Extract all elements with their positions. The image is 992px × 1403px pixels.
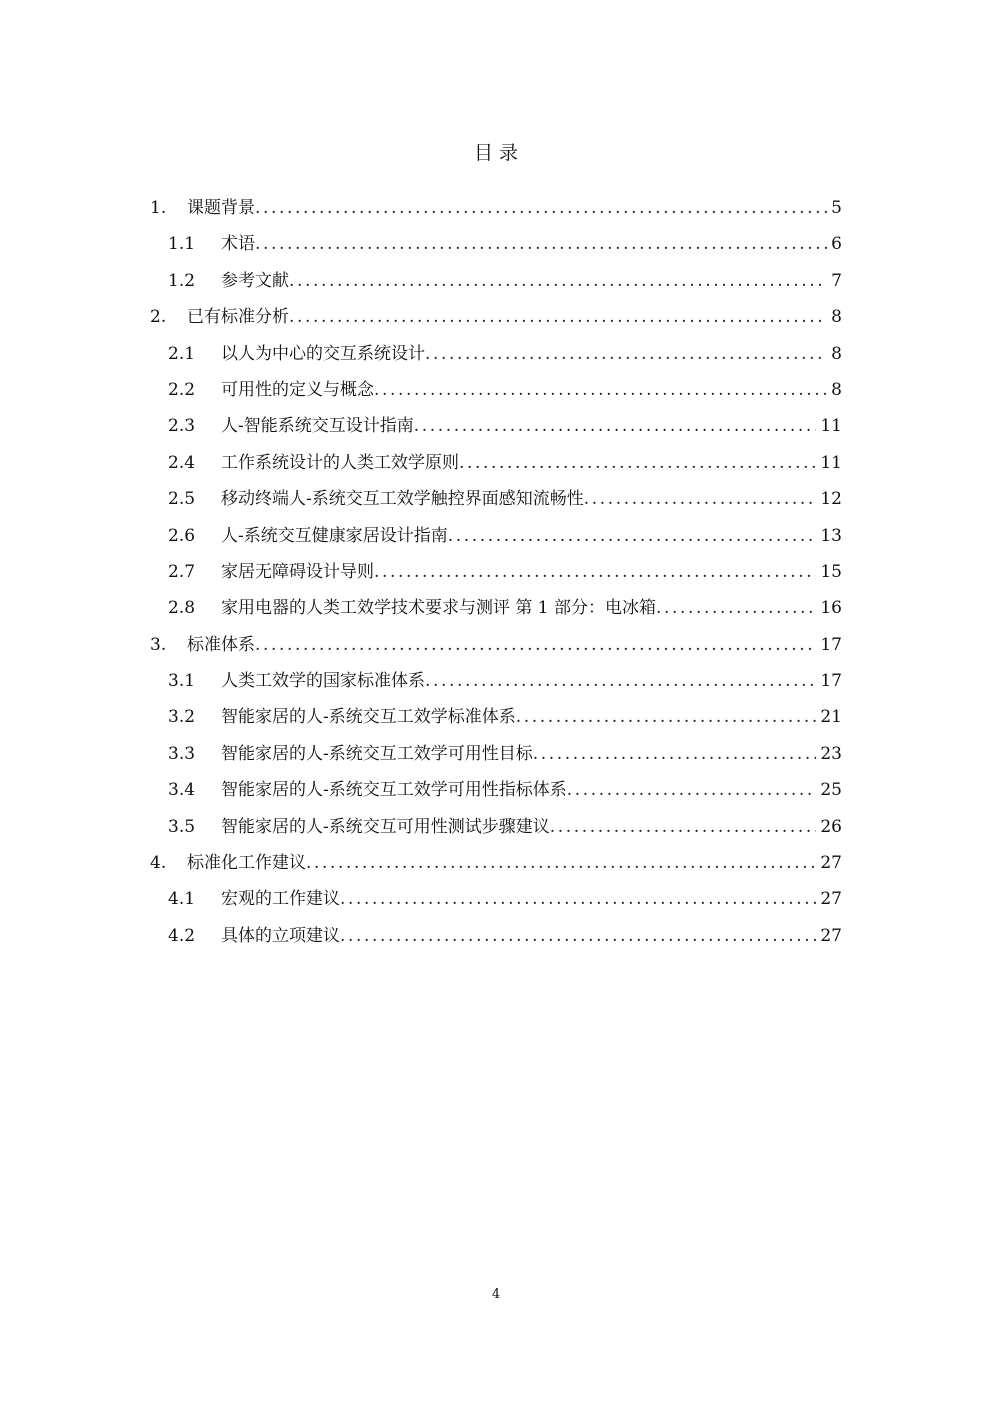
toc-entry-page: 17 bbox=[820, 634, 842, 655]
toc-entry-number: 1.1 bbox=[168, 234, 196, 255]
toc-entry-page: 5 bbox=[831, 198, 842, 218]
toc-entry-number: 2.1 bbox=[168, 343, 196, 364]
toc-entry-label: 可用性的定义与概念 bbox=[221, 379, 374, 400]
toc-entry-label: 已有标准分析 bbox=[187, 307, 289, 328]
toc-entry-page: 12 bbox=[820, 489, 842, 510]
toc-entry[interactable] bbox=[150, 666, 842, 702]
toc-entry-label: 标准体系 bbox=[187, 634, 255, 655]
toc-entry-number: 3.3 bbox=[168, 743, 196, 764]
toc-entry-number: 1. bbox=[150, 198, 167, 218]
toc-leader-dots bbox=[374, 380, 827, 400]
toc-leader-dots bbox=[289, 271, 827, 291]
toc-entry-page: 27 bbox=[820, 889, 842, 910]
toc-entry-page: 25 bbox=[820, 780, 842, 801]
toc-entry[interactable] bbox=[150, 339, 842, 375]
toc-entry-label: 家居无障碍设计导则 bbox=[221, 561, 374, 582]
toc-entry-number: 2.4 bbox=[168, 452, 196, 473]
toc-entry-number: 3.5 bbox=[168, 816, 196, 837]
toc-leader-dots bbox=[289, 307, 827, 327]
toc-leader-dots bbox=[459, 453, 816, 473]
toc-entry-label: 智能家居的人-系统交互工效学可用性目标 bbox=[221, 743, 533, 764]
toc-entry-page: 7 bbox=[831, 270, 842, 291]
toc-entry-page: 16 bbox=[820, 598, 842, 619]
toc-entry-label: 以人为中心的交互系统设计 bbox=[221, 343, 425, 364]
toc-entry-label: 宏观的工作建议 bbox=[221, 889, 340, 910]
page-number: 4 bbox=[491, 1287, 501, 1302]
toc-leader-dots bbox=[255, 635, 816, 655]
toc-leader-dots bbox=[448, 526, 817, 546]
toc-leader-dots bbox=[584, 489, 817, 509]
toc-entry-label: 移动终端人-系统交互工效学触控界面感知流畅性 bbox=[221, 489, 584, 510]
toc-entry-page: 15 bbox=[820, 561, 842, 582]
toc-entry-number: 2.2 bbox=[168, 379, 196, 400]
toc-entry[interactable] bbox=[150, 739, 842, 775]
toc-leader-dots bbox=[340, 889, 816, 909]
toc-entry-label: 具体的立项建议 bbox=[221, 925, 340, 946]
toc-entry-label: 智能家居的人-系统交互工效学可用性指标体系 bbox=[221, 780, 567, 801]
toc-entry[interactable] bbox=[150, 557, 842, 593]
toc-entry-number: 4.2 bbox=[168, 925, 196, 946]
toc-entry-page: 27 bbox=[820, 925, 842, 946]
toc-leader-dots bbox=[340, 926, 816, 946]
toc-entry-page: 8 bbox=[831, 343, 842, 364]
toc-entry-number: 3.1 bbox=[168, 671, 196, 692]
toc-entry[interactable] bbox=[150, 921, 842, 957]
toc-entry-page: 17 bbox=[820, 671, 842, 692]
toc-entry-page: 11 bbox=[820, 452, 842, 473]
toc-entry-number: 3. bbox=[150, 634, 167, 655]
toc-leader-dots bbox=[414, 416, 817, 436]
toc-entry-number: 2. bbox=[150, 307, 167, 328]
toc-entry[interactable] bbox=[150, 448, 842, 484]
toc-entry[interactable] bbox=[150, 411, 842, 447]
toc-leader-dots bbox=[533, 744, 817, 764]
toc-entry-label: 人-系统交互健康家居设计指南 bbox=[221, 525, 448, 546]
toc-entry[interactable] bbox=[150, 884, 842, 920]
toc-entry[interactable] bbox=[150, 521, 842, 557]
toc-entry[interactable] bbox=[150, 702, 842, 738]
toc-entry-page: 11 bbox=[820, 416, 842, 437]
toc-entry-label: 工作系统设计的人类工效学原则 bbox=[221, 452, 459, 473]
toc-entry-label: 家用电器的人类工效学技术要求与测评 第 1 部分：电冰箱 bbox=[221, 598, 657, 619]
toc-entry-label: 术语 bbox=[221, 234, 255, 255]
toc-leader-dots bbox=[255, 198, 827, 218]
toc-leader-dots bbox=[425, 671, 816, 691]
toc-leader-dots bbox=[656, 598, 816, 618]
toc-entry-page: 6 bbox=[831, 234, 842, 255]
toc-entry-label: 智能家居的人-系统交互可用性测试步骤建议 bbox=[221, 816, 550, 837]
toc-entry[interactable] bbox=[150, 775, 842, 811]
toc-leader-dots bbox=[567, 780, 817, 800]
toc-entry-number: 4. bbox=[150, 853, 167, 874]
toc-entry[interactable] bbox=[150, 630, 842, 666]
toc-entry-page: 21 bbox=[820, 707, 842, 728]
toc-entry-page: 26 bbox=[820, 816, 842, 837]
toc-entry[interactable] bbox=[150, 302, 842, 338]
toc-leader-dots bbox=[516, 707, 817, 727]
toc-leader-dots bbox=[306, 853, 816, 873]
toc-entry[interactable] bbox=[150, 266, 842, 302]
toc-entry[interactable] bbox=[150, 375, 842, 411]
toc-entry-number: 2.7 bbox=[168, 561, 196, 582]
toc-entry-label: 智能家居的人-系统交互工效学标准体系 bbox=[221, 707, 516, 728]
toc-entry-number: 2.5 bbox=[168, 489, 196, 510]
toc-entry-page: 8 bbox=[831, 307, 842, 328]
toc-leader-dots bbox=[550, 817, 817, 837]
toc-leader-dots bbox=[374, 562, 816, 582]
toc-entry-label: 参考文献 bbox=[221, 270, 289, 291]
toc-entry-page: 13 bbox=[820, 525, 842, 546]
toc-entry-number: 3.2 bbox=[168, 707, 196, 728]
toc-leader-dots bbox=[255, 234, 827, 254]
toc-entry-number: 3.4 bbox=[168, 780, 196, 801]
toc-entry-number: 4.1 bbox=[168, 889, 196, 910]
toc-entry-page: 27 bbox=[820, 853, 842, 874]
toc-entry[interactable] bbox=[150, 812, 842, 848]
toc-entry[interactable] bbox=[150, 593, 842, 629]
toc-entry-page: 23 bbox=[820, 743, 842, 764]
toc-entry-label: 标准化工作建议 bbox=[187, 853, 306, 874]
toc-entry[interactable] bbox=[150, 229, 842, 265]
toc-entry-label: 课题背景 bbox=[187, 198, 255, 218]
toc-entry-number: 2.6 bbox=[168, 525, 196, 546]
toc-entry-page: 8 bbox=[831, 379, 842, 400]
toc-entry-number: 2.3 bbox=[168, 416, 196, 437]
toc-title: 目 录 bbox=[473, 142, 519, 164]
toc-entry[interactable] bbox=[150, 848, 842, 884]
toc-leader-dots bbox=[425, 344, 827, 364]
table-of-contents bbox=[150, 193, 842, 957]
toc-entry[interactable] bbox=[150, 193, 842, 229]
toc-entry-label: 人-智能系统交互设计指南 bbox=[221, 416, 414, 437]
toc-entry-label: 人类工效学的国家标准体系 bbox=[221, 671, 425, 692]
toc-entry[interactable] bbox=[150, 484, 842, 520]
toc-entry-number: 1.2 bbox=[168, 270, 196, 291]
toc-entry-number: 2.8 bbox=[168, 598, 196, 619]
